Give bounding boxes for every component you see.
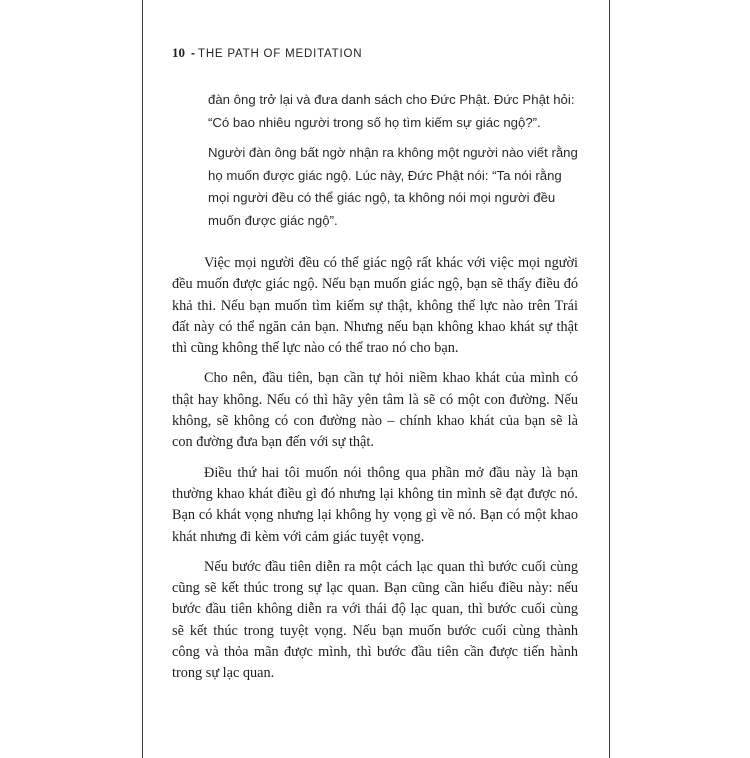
header-separator: - bbox=[191, 46, 195, 60]
quote-paragraph: Người đàn ông bất ngờ nhận ra không một người nào viết rằng họ muốn được giác ngộ. Lúc này, Đức Phật nói: “Ta nói rằng mọi người đều có thể giác ngộ, ta không nói mọi người đều muốn được giác ngộ”. bbox=[208, 145, 578, 228]
body-paragraph: Nếu bước đầu tiên diễn ra một cách lạc quan thì bước cuối cùng cũng sẽ kết thúc trong sự lạc quan. Bạn cũng cần hiểu điều này: nếu bước đầu tiên không diễn ra với thái độ lạc quan, thì bước cuối cùng sẽ kết thúc trong tuyệt vọng. Nếu bạn muốn bước cuối cùng thành công và thỏa mãn được mình, thì bước đầu tiên cần được tiến hành trong sự lạc quan. bbox=[172, 558, 578, 682]
body-paragraph: Cho nên, đầu tiên, bạn cần tự hỏi niềm khao khát của mình có thật hay không. Nếu có thì hãy yên tâm là sẽ có một con đường. Nếu không, sẽ không có con đường nào – chính khao khát của bạn sẽ là con đường đưa bạn đến với sự thật. bbox=[172, 370, 578, 451]
body-text bbox=[172, 253, 578, 694]
page-number: 10 bbox=[172, 45, 185, 60]
body-paragraph: Việc mọi người đều có thể giác ngộ rất khác với việc mọi người đều muốn được giác ngộ. Nếu bạn muốn giác ngộ, bạn sẽ thấy điều đó khả thi. Nếu bạn muốn tìm kiếm sự thật, không thế lực nào trên Trái đất này có thể ngăn cản bạn. Nhưng nếu bạn không khao khát sự thật thì cũng không thế lực nào có thể trao nó cho bạn. bbox=[172, 255, 578, 357]
quoted-passage bbox=[208, 89, 580, 240]
body-paragraph: Điều thứ hai tôi muốn nói thông qua phần mở đầu này là bạn thường khao khát điều gì đó nhưng lại không tin mình sẽ đạt được nó. Bạn có khát vọng nhưng lại không hy vọng gì về nó. Bạn có một khao khát nhưng đi kèm với cảm giác tuyệt vọng. bbox=[172, 464, 578, 545]
quote-paragraph: đàn ông trở lại và đưa danh sách cho Đức Phật. Đức Phật hỏi: “Có bao nhiêu người trong số họ tìm kiếm sự giác ngộ?”. bbox=[208, 92, 575, 130]
running-header bbox=[172, 44, 362, 62]
book-title: THE PATH OF MEDITATION bbox=[198, 48, 363, 60]
